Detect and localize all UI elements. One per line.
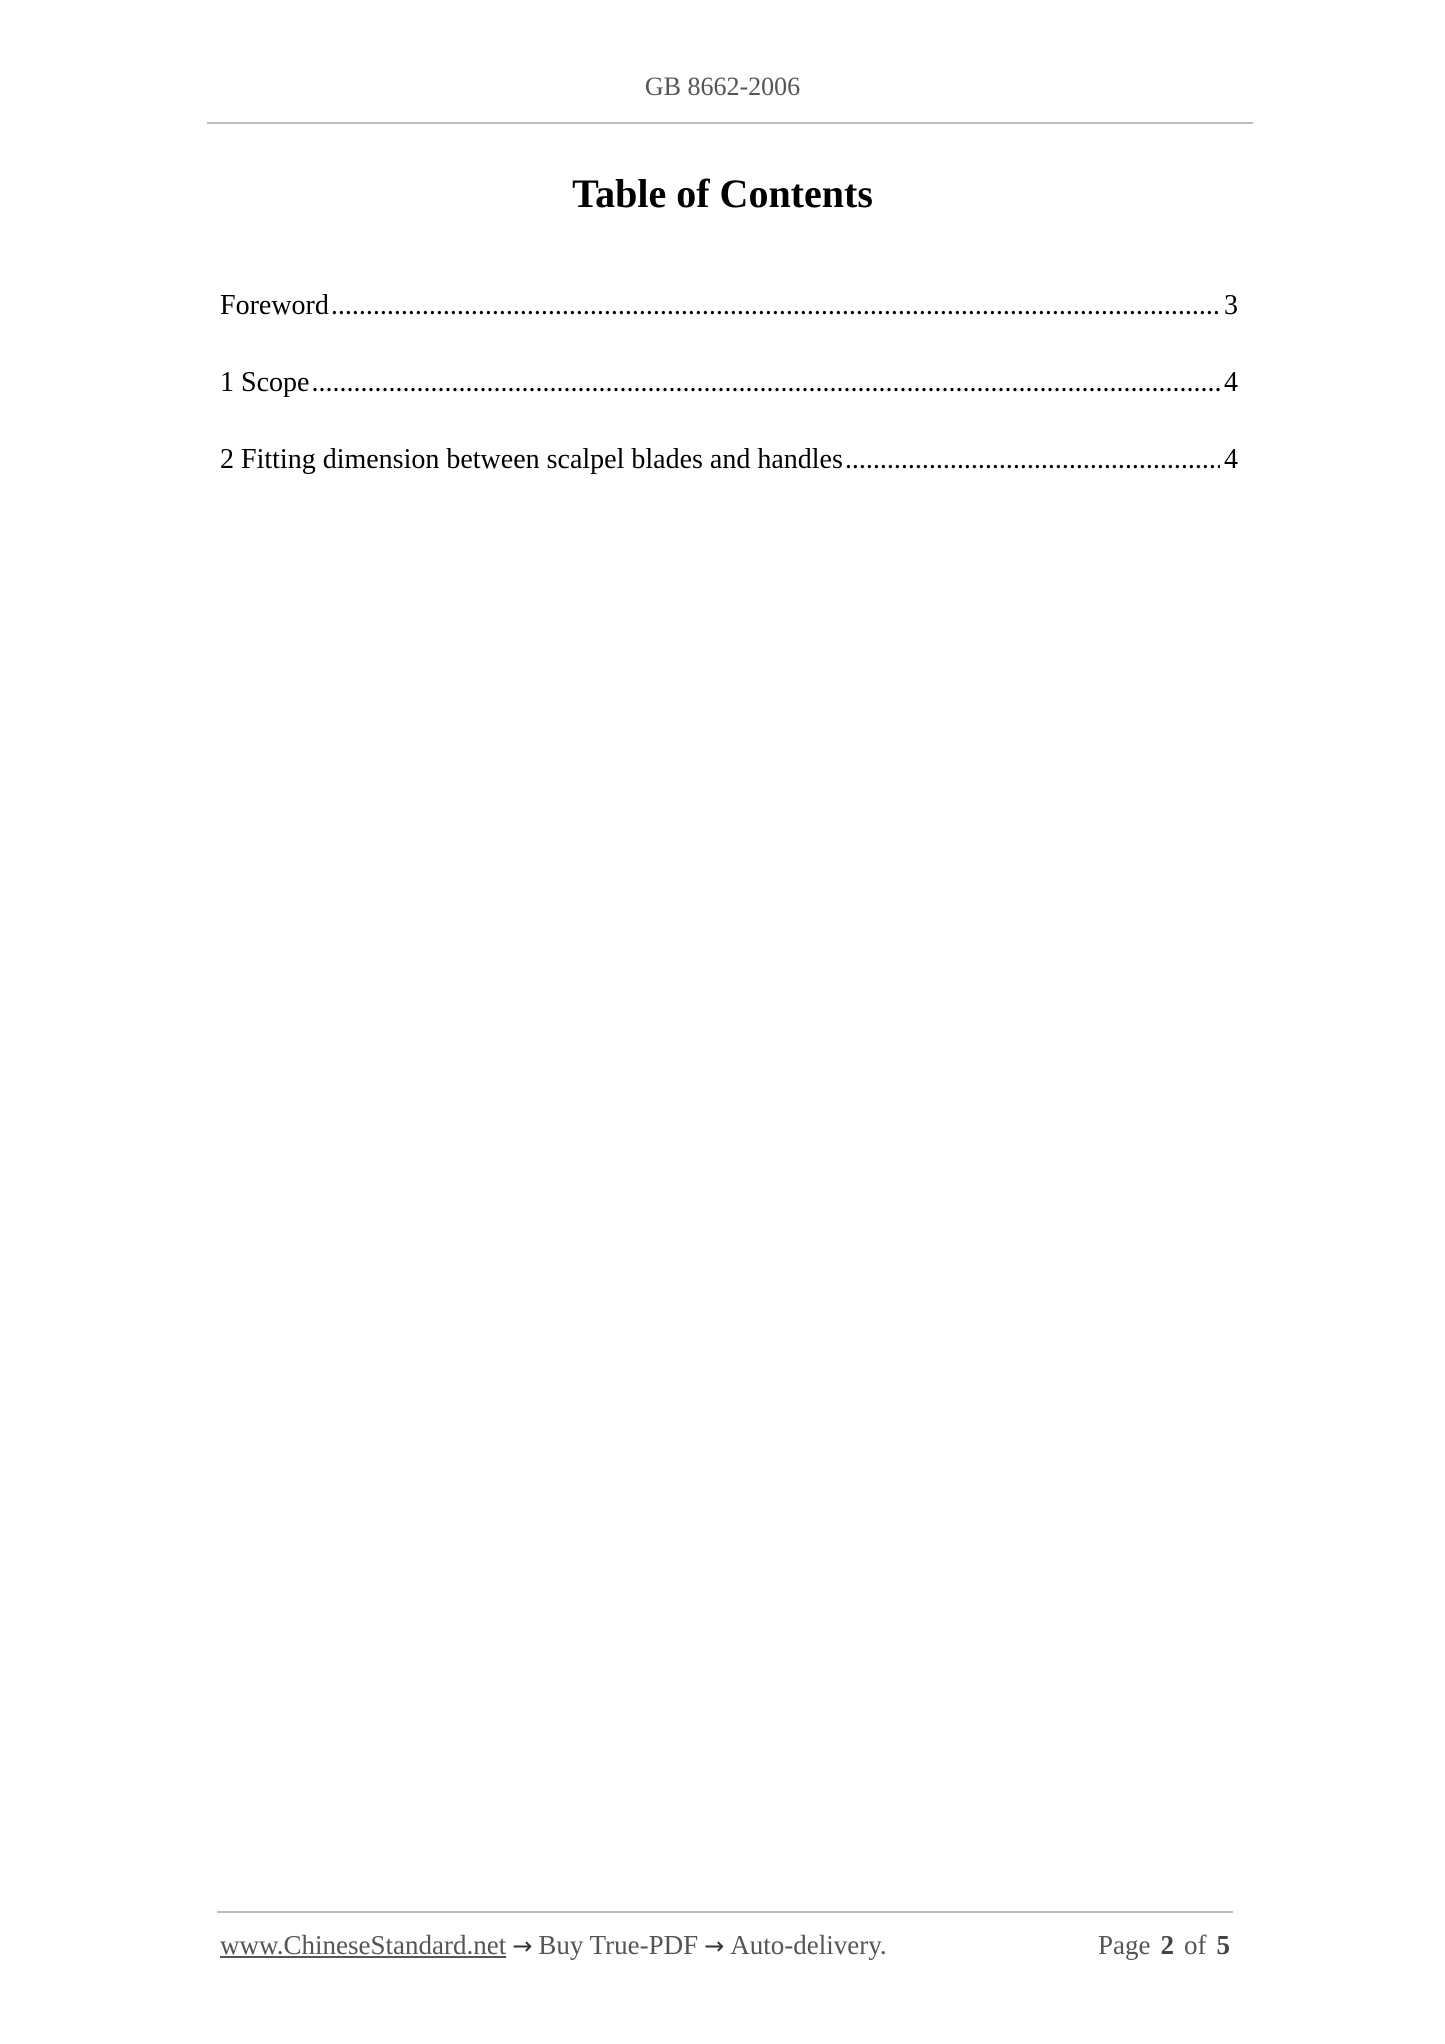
footer-promo: [220, 1930, 887, 1961]
footer-step-delivery: Auto-delivery.: [730, 1930, 887, 1960]
toc-entry-page: 4: [1224, 444, 1238, 475]
toc-entry-title: Foreword: [220, 290, 329, 321]
total-pages-number: 5: [1216, 1930, 1230, 1960]
table-of-contents: [220, 290, 1238, 521]
toc-entry-title: 2 Fitting dimension between scalpel blades and handles: [220, 444, 843, 475]
toc-dot-leader: [845, 444, 1220, 476]
arrow-right-icon: →: [512, 1932, 533, 1960]
toc-dot-leader: [311, 367, 1220, 399]
toc-entry-page: 4: [1224, 367, 1238, 398]
toc-dot-leader: [331, 290, 1220, 322]
arrow-right-icon: →: [704, 1932, 725, 1960]
footer-step-buy: Buy True-PDF: [538, 1930, 699, 1960]
toc-entry-scope[interactable]: [220, 367, 1238, 407]
current-page-number: 2: [1160, 1930, 1174, 1960]
page-label: Page: [1098, 1930, 1151, 1960]
of-label: of: [1184, 1930, 1207, 1960]
running-header: GB 8662-2006: [644, 72, 801, 101]
site-link[interactable]: www.ChineseStandard.net: [220, 1930, 507, 1960]
page-title: Table of Contents: [572, 171, 873, 216]
footer-divider: [217, 1911, 1233, 1913]
toc-entry-foreword[interactable]: [220, 290, 1238, 330]
header-divider: [207, 122, 1253, 124]
toc-entry-fitting-dimension[interactable]: [220, 444, 1238, 484]
toc-entry-title: 1 Scope: [220, 367, 310, 398]
toc-entry-page: 3: [1224, 290, 1238, 321]
page-number: [1098, 1930, 1230, 1961]
